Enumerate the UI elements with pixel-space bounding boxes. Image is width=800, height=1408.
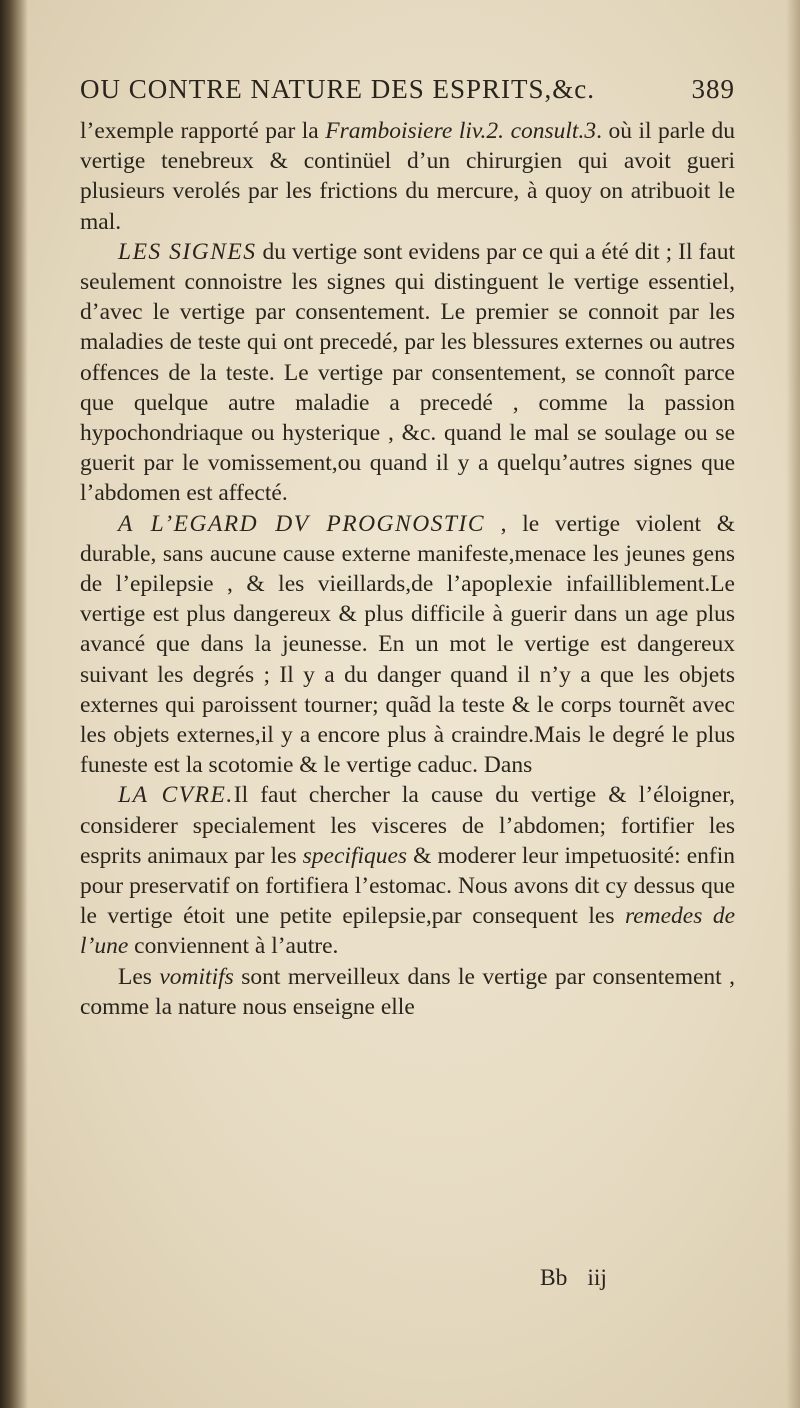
text-segment: specifiques bbox=[302, 842, 408, 869]
text-segment: sont merveilleux dans le vertige par consentement , comme la nature nous enseigne elle bbox=[80, 963, 735, 1020]
text-segment: Framboisiere liv.2. consult.3 bbox=[325, 118, 597, 144]
text-segment: & moderer leur impetuosité: enfin pour preservatif on fortifiera l’estomac. Nous avons dit cy dessus que le vertige étoit une petite epilepsie,par consequent les bbox=[80, 842, 735, 930]
running-title: OU CONTRE NATURE DES ESPRITS,&c. bbox=[80, 74, 596, 104]
body-text bbox=[80, 116, 735, 1022]
text-segment: remedes de l’une bbox=[80, 903, 735, 960]
text-segment: Il faut chercher la cause du vertige & l’éloigner, considerer specialement les visceres de l’abdomen; fortifier les esprits animaux par les bbox=[80, 782, 735, 869]
page-number: 389 bbox=[691, 74, 735, 104]
paragraph-p5 bbox=[80, 962, 735, 1022]
text-segment: Les bbox=[118, 963, 160, 990]
binding-shadow bbox=[0, 0, 28, 1408]
text-segment: vomitifs bbox=[159, 963, 234, 990]
paragraph-p2 bbox=[80, 237, 735, 509]
signature-number: iij bbox=[587, 1265, 607, 1291]
text-segment: LES SIGNES bbox=[118, 238, 257, 265]
text-segment: . où il parle du vertige tenebreux & continüel d’un chirurgien qui avoit gueri plusieurs verolés par les frictions du mercure, à quoy on atribuoit le mal. bbox=[80, 118, 736, 235]
text-block bbox=[80, 72, 735, 1022]
text-segment: , le vertige violent & durable, sans aucune cause externe manifeste,menace les jeunes gens de l’epilepsie , & les vieillards,de l’apoplexie infailliblement.Le vertige est plus dangereux & plus difficile à guerir dans un age plus avancé que dans la jeunesse. En un mot le vertige est dangereux suivant les degrés ; Il y a du danger quand il n’y a que les objets externes qui paroissent tourner; quãd la teste & le corps tournẽt avec les objets externes,il y a encore plus à craindre.Mais le degré le plus funeste est la scotomie & le vertige caduc. Dans bbox=[80, 510, 735, 779]
paragraph-p3 bbox=[80, 509, 735, 781]
text-segment: l’exemple rapporté par la bbox=[80, 118, 326, 144]
text-segment: du vertige sont evidens par ce qui a été dit ; Il faut seulement connoistre les signes qui distinguent le vertige essentiel, d’avec le vertige par consentement. Le premier se connoit par les maladies de teste qui ont precedé, par les blessures externes ou autres offences de la teste. Le vertige par consentement, se connoît parce que quelque autre maladie a precedé , comme la passion hypochondriaque ou hysterique , &c. quand le mal se soulage ou se guerit par le vomissement,ou quand il y a quelqu’autres signes que l’abdomen est affecté. bbox=[80, 238, 736, 507]
paragraph-p1 bbox=[80, 116, 735, 237]
page-edge bbox=[786, 0, 800, 1408]
running-header bbox=[80, 72, 735, 116]
paragraph-p4 bbox=[80, 780, 735, 961]
text-segment: LA CVRE. bbox=[118, 782, 234, 809]
text-segment: A L’EGARD DV PROGNOSTIC bbox=[118, 510, 485, 537]
text-segment: conviennent à l’autre. bbox=[128, 933, 339, 960]
signature-mark: Bb bbox=[540, 1265, 568, 1291]
signature-footer bbox=[540, 1265, 607, 1292]
